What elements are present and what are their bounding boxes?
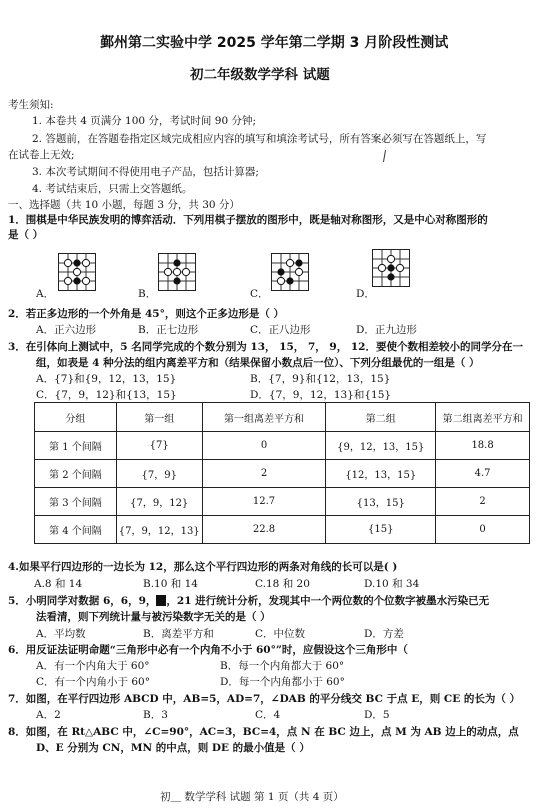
q3-stem-line2: 组，如表是 4 种分法的组内离差平方和（结果保留小数点后一位）、下列分组最优的一组是（ ） [36, 357, 480, 369]
q7-option-a: A．2 [36, 709, 61, 721]
q3-option-d: D．{7，9，12，13}和{15} [250, 389, 392, 401]
table-header-row [35, 403, 530, 432]
q1-stem-line1: 1．围棋是中华民族发明的博弈活动．下列用棋子摆放的图形中，既是轴对称图形，又是中心对称图形的 [8, 214, 488, 226]
pen-mark [383, 150, 386, 162]
q8-stem-line1: 8．如图，在 Rt△ABC 中，∠C=90°，AC=3，BC=4，点 N 在 BC 边上，点 M 为 AB 边上的动点，点 [8, 726, 519, 738]
table-row [35, 432, 530, 460]
table-header: 第二组 [326, 403, 436, 432]
q2-option-b: B．正七边形 [138, 324, 199, 336]
go-board-b [158, 253, 196, 291]
q6-option-c: C．有一个内角小于 60° [36, 676, 150, 688]
q7-option-d: D．5 [364, 709, 390, 721]
go-board-c [271, 253, 309, 291]
table-cell: 第 3 个间隔 [35, 488, 117, 516]
q7-option-c: C．4 [255, 709, 281, 721]
table-cell: {7，9，12} [116, 488, 202, 516]
section-heading: 一、选择题（共 10 小题，每题 3 分，共 30 分） [8, 199, 240, 211]
q5-option-a: A．平均数 [36, 628, 86, 640]
grouping-table [34, 402, 530, 544]
q5-stem-part1: 5．小明同学对数据 6，6，9， [8, 595, 157, 607]
q2-option-d: D．正九边形 [356, 324, 417, 336]
q5-option-b: B．离差平方和 [143, 628, 214, 640]
go-board-d [372, 249, 410, 287]
table-cell: {7} [116, 432, 202, 460]
q3-option-c: C．{7，9，12}和{13，15} [36, 389, 177, 401]
go-board-c-icon [272, 254, 308, 290]
go-board-a-icon [59, 254, 95, 290]
notice-item-1: 1. 本卷共 4 页满分 100 分，考试时间 90 分钟; [32, 115, 257, 127]
notice-item-2-cont: 在试卷上无效; [8, 149, 75, 161]
q4-option-d: D.10 和 34 [364, 578, 420, 590]
table-cell: 22.8 [202, 516, 326, 544]
q5-stem-part2: ，21 进行统计分析，发现其中一个两位数的个位数字被墨水污染已无 [166, 595, 490, 607]
notice-item-4: 4. 考试结束后，只需上交答题纸。 [32, 183, 193, 195]
table-header: 分组 [35, 403, 117, 432]
q3-option-b: B．{7，9}和{12，13，15} [250, 373, 391, 385]
q8-stem-line2: D、E 分别为 CN，MN 的中点，则 DE 的最小值是（ ） [36, 742, 310, 754]
table-cell: 第 4 个间隔 [35, 516, 117, 544]
table-cell: 第 1 个间隔 [35, 432, 117, 460]
table-cell: {13，15} [326, 488, 436, 516]
table-cell: 第 2 个间隔 [35, 460, 117, 488]
q6-option-b: B．每一个内角都大于 60° [220, 660, 345, 672]
q1-option-b: B． [138, 288, 157, 300]
table-cell: 2 [436, 488, 530, 516]
q1-option-d: D． [356, 288, 375, 300]
table-cell: {9，12，13，15} [326, 432, 436, 460]
table-cell: {7，9，12，13} [116, 516, 202, 544]
table-header: 第一组离差平方和 [202, 403, 326, 432]
table-cell: 2 [202, 460, 326, 488]
q5-stem-line1 [8, 594, 489, 608]
go-board-d-icon [373, 250, 409, 286]
q3-option-a: A．{7}和{9，12，13，15} [36, 373, 177, 385]
page-subtitle: 初二年级数学学科 试题 [190, 67, 330, 83]
q2-option-a: A．正六边形 [36, 324, 97, 336]
q4-stem: 4.如果平行四边形的一边长为 12，那么这个平行四边形的两条对角线的长可以是( ) [8, 561, 398, 573]
table-cell: {12，13，15} [326, 460, 436, 488]
table-cell: 4.7 [436, 460, 530, 488]
table-cell: 18.8 [436, 432, 530, 460]
q4-option-b: B.10 和 14 [143, 578, 198, 590]
ink-blot-icon [156, 595, 166, 606]
q1-option-c: C． [250, 288, 269, 300]
table-header: 第二组离差平方和 [436, 403, 530, 432]
table-cell: 12.7 [202, 488, 326, 516]
table-row [35, 488, 530, 516]
go-board-a [58, 253, 96, 291]
q6-option-a: A．有一个内角大于 60° [36, 660, 150, 672]
q2-stem: 2．若正多边形的一个外角是 45°，则这个正多边形是（ ） [8, 308, 284, 320]
q5-option-d: D．方差 [364, 628, 404, 640]
go-board-b-icon [159, 254, 195, 290]
page-footer: 初＿ 数学学科 试题 第 1 页（共 4 页） [160, 791, 344, 803]
table-cell: 0 [436, 516, 530, 544]
q3-stem-line1: 3．在引体向上测试中，5 名同学完成的个数分别为 13， 15， 7， 9， 12．要使个数相差较小的同学分在一 [8, 341, 523, 353]
table-cell: {15} [326, 516, 436, 544]
q7-stem: 7．如图，在平行四边形 ABCD 中，AB=5，AD=7，∠DAB 的平分线交 BC 于点 E，则 CE 的长为（ ） [8, 693, 521, 705]
table-header: 第一组 [116, 403, 202, 432]
table-cell: 0 [202, 432, 326, 460]
notice-item-2: 2. 答题前，在答题卷指定区域完成相应内容的填写和填涂考试号，所有答案必须写在答题纸上，写 [32, 133, 487, 145]
q2-option-c: C．正八边形 [250, 324, 311, 336]
q1-option-a: A． [36, 288, 55, 300]
notice-item-3: 3. 本次考试期间不得使用电子产品，包括计算器; [32, 166, 259, 178]
q4-option-c: C.18 和 20 [255, 578, 310, 590]
q7-option-b: B．3 [143, 709, 168, 721]
q4-option-a: A.8 和 14 [34, 578, 83, 590]
table-row [35, 460, 530, 488]
q5-stem-line2: 法看清，则下列统计量与被污染数字无关的是（ ） [36, 611, 271, 623]
q6-option-d: D．每一个内角都小于 60° [220, 676, 345, 688]
notice-heading: 考生须知: [8, 99, 54, 111]
q5-option-c: C．中位数 [255, 628, 306, 640]
table-cell: {7，9} [116, 460, 202, 488]
q6-stem: 6．用反证法证明命题“三角形中必有一个内角不小于 60°”时，应假设这个三角形中（ [8, 644, 408, 656]
q1-stem-line2: 是（ ） [8, 229, 44, 241]
page-title: 鄞州第二实验中学 2025 学年第二学期 3 月阶段性测试 [100, 35, 449, 51]
table-row [35, 516, 530, 544]
